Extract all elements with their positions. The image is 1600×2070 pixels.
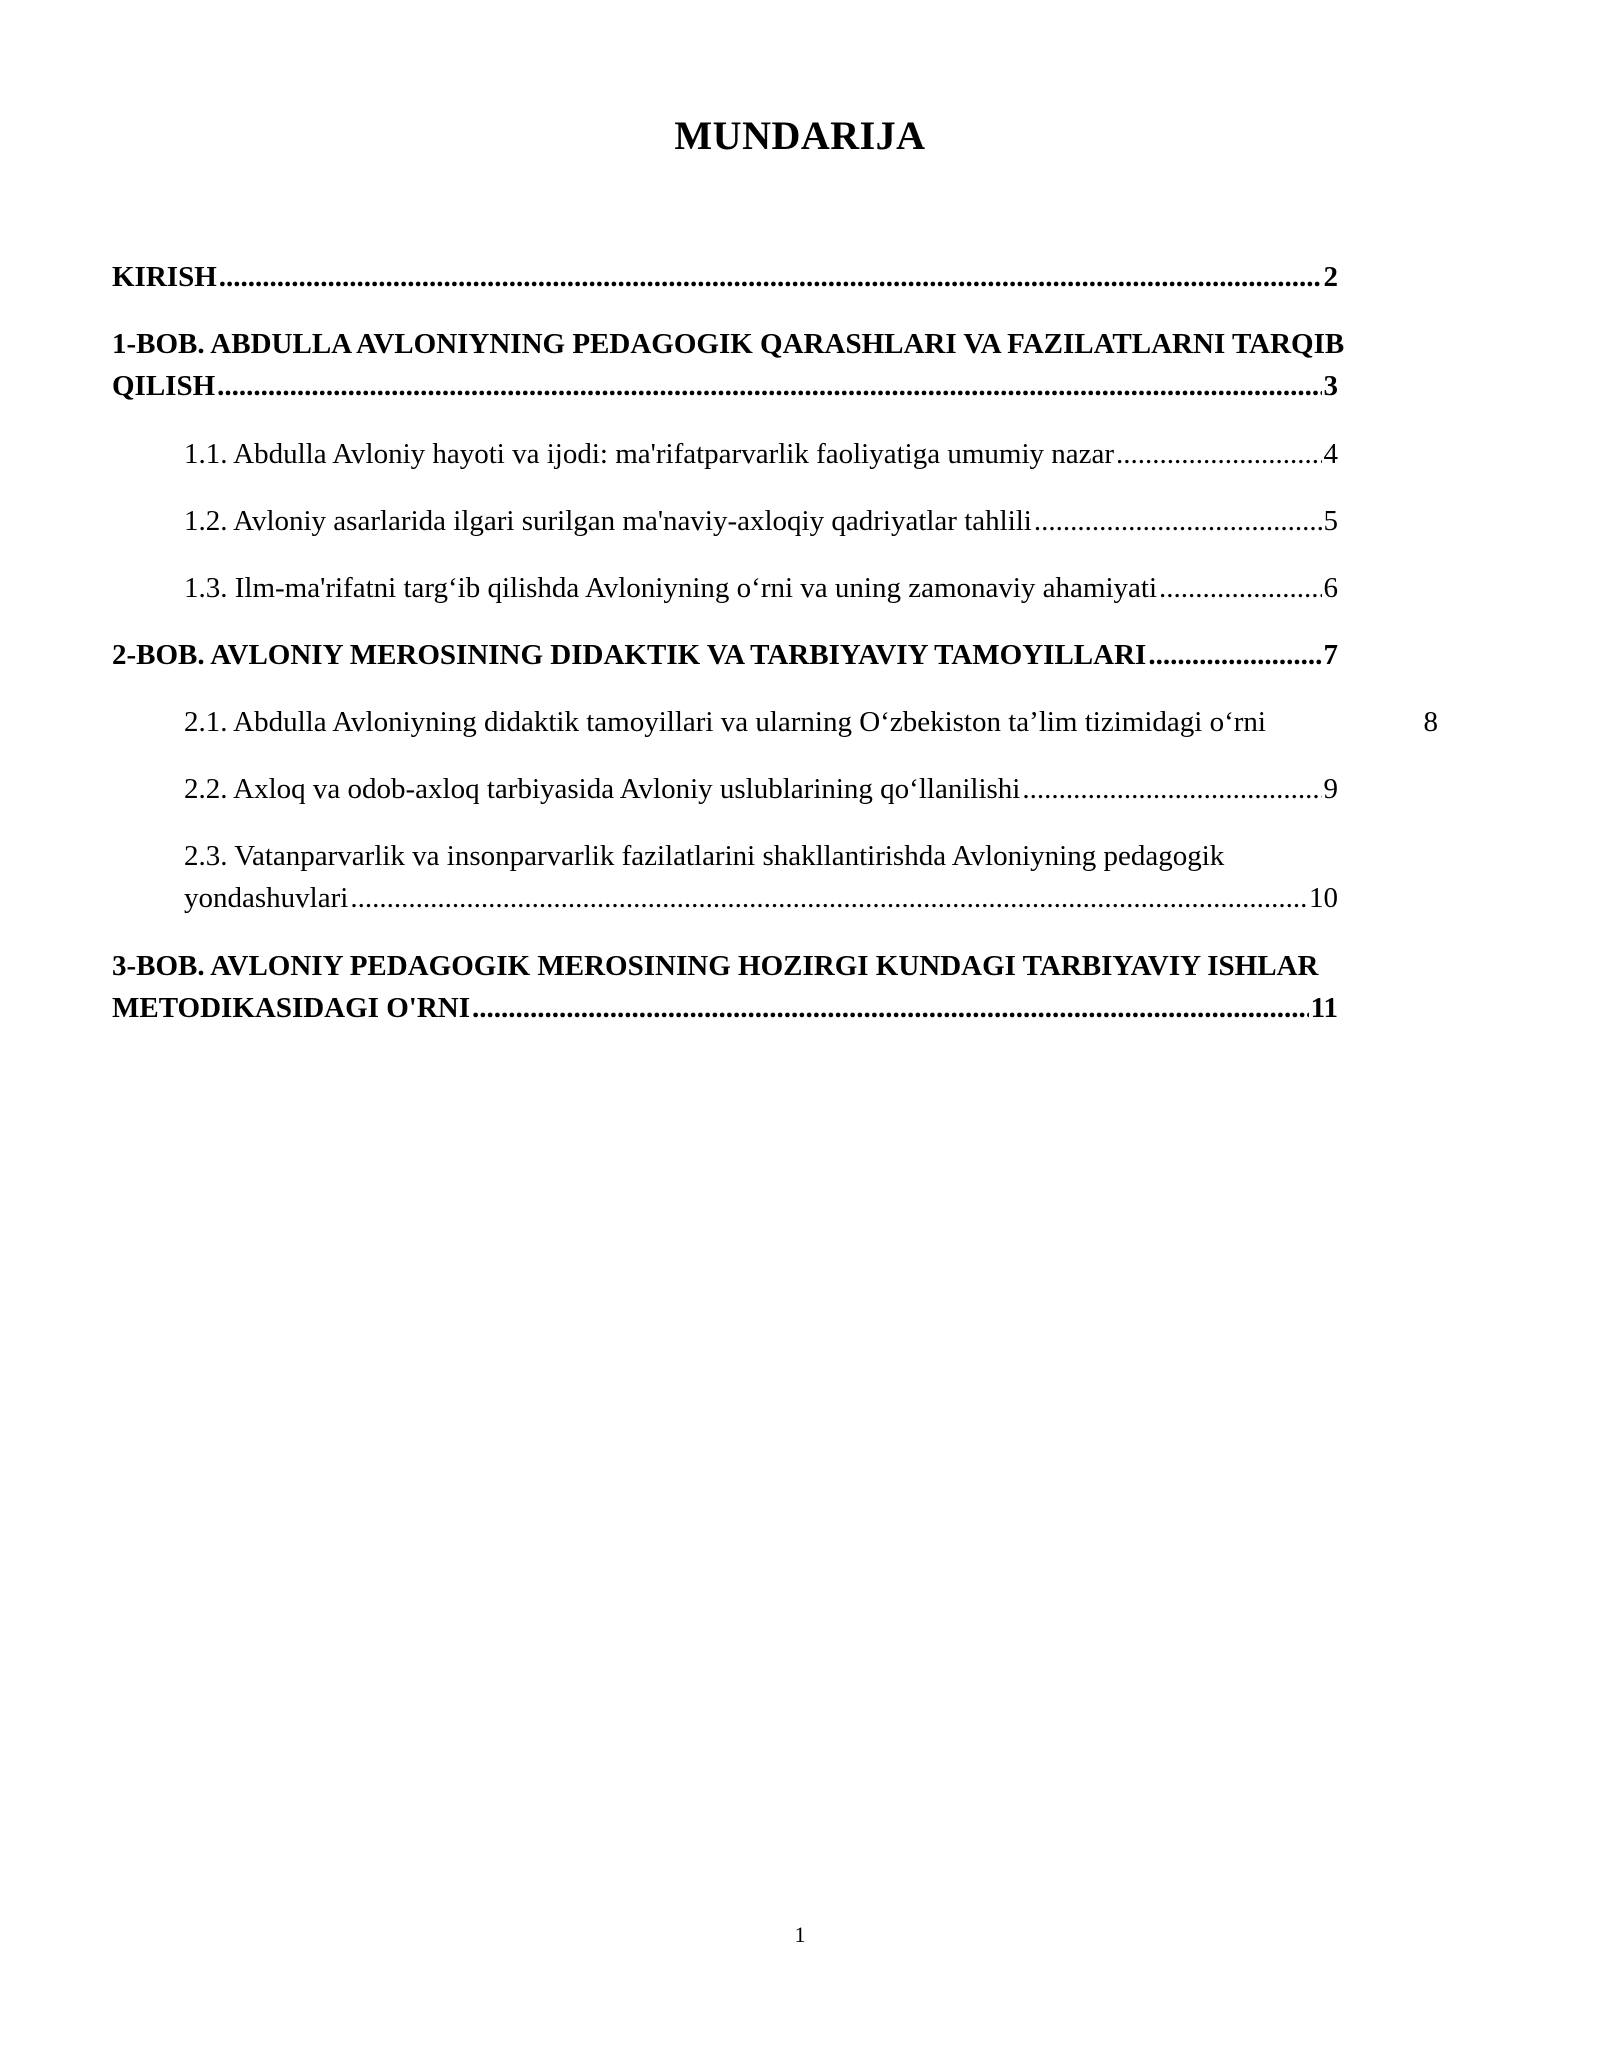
toc-page-number: 4 bbox=[1323, 438, 1338, 470]
toc-entry-1-2[interactable] bbox=[184, 500, 1338, 542]
dot-leader bbox=[217, 365, 1321, 407]
toc-entry-title: 2.2. Axloq va odob-axloq tarbiyasida Avloniy uslublarining qo‘llanilishi bbox=[184, 773, 1021, 805]
toc-page-number: 6 bbox=[1323, 572, 1338, 604]
dot-leader bbox=[472, 987, 1309, 1029]
dot-leader bbox=[1148, 634, 1321, 676]
toc-entry-1-3[interactable] bbox=[184, 567, 1338, 609]
dot-leader bbox=[219, 256, 1322, 298]
toc-entry-1-1[interactable] bbox=[184, 433, 1338, 475]
dot-leader bbox=[1034, 500, 1322, 542]
toc-entry-chapter-1[interactable] bbox=[112, 323, 1472, 407]
toc-entry-title-cont: yondashuvlari bbox=[184, 882, 349, 914]
toc-entry-title: 1.1. Abdulla Avloniy hayoti va ijodi: ma'rifatparvarlik faoliyatiga umumiy nazar bbox=[184, 438, 1115, 470]
dot-leader bbox=[1022, 768, 1321, 810]
toc-page-number: 11 bbox=[1310, 992, 1338, 1024]
page-number-footer: 1 bbox=[794, 1922, 806, 1947]
toc-entry-2-2[interactable] bbox=[184, 768, 1338, 810]
toc-entry-chapter-3[interactable] bbox=[112, 945, 1472, 1029]
dot-leader bbox=[1116, 433, 1321, 475]
toc-entry-title-cont: QILISH bbox=[112, 370, 216, 402]
toc-entry-title-cont: METODIKASIDAGI O'RNI bbox=[112, 992, 470, 1024]
toc-page-number: 10 bbox=[1309, 882, 1338, 914]
toc-entry-title: 2.3. Vatanparvarlik va insonparvarlik fazilatlarini shakllantirishda Avloniyning pedagogik bbox=[184, 840, 1225, 872]
toc-page-number: 5 bbox=[1323, 505, 1338, 537]
toc-entry-title: 1.3. Ilm-ma'rifatni targ‘ib qilishda Avloniyning o‘rni va uning zamonaviy ahamiyati bbox=[184, 572, 1158, 604]
toc-page-number: 2 bbox=[1323, 261, 1338, 293]
toc-page-number: 7 bbox=[1323, 639, 1338, 671]
toc-page-number: 3 bbox=[1323, 370, 1338, 402]
dot-leader bbox=[350, 877, 1307, 919]
toc-entry-title: 1-BOB. ABDULLA AVLONIYNING PEDAGOGIK QARASHLARI VA FAZILATLARNI TARQIB bbox=[112, 328, 1345, 360]
toc-entry-chapter-2[interactable] bbox=[112, 634, 1338, 676]
toc-entry-title: 3-BOB. AVLONIY PEDAGOGIK MEROSINING HOZIRGI KUNDAGI TARBIYAVIY ISHLAR bbox=[112, 950, 1319, 982]
toc-entry-title: 1.2. Avloniy asarlarida ilgari surilgan ma'naviy-axloqiy qadriyatlar tahlili bbox=[184, 505, 1032, 537]
toc-entry-title: 2.1. Abdulla Avloniyning didaktik tamoyillari va ularning O‘zbekiston ta’lim tizimidagi o‘rni bbox=[184, 706, 1266, 738]
toc-entry-title: 2-BOB. AVLONIY MEROSINING DIDAKTIK VA TARBIYAVIY TAMOYILLARI bbox=[112, 639, 1147, 671]
dot-leader bbox=[1159, 567, 1321, 609]
toc-entry-2-1[interactable] bbox=[184, 701, 1438, 743]
toc-page-number: 9 bbox=[1323, 773, 1338, 805]
page-title: MUNDARIJA bbox=[674, 113, 926, 158]
toc-page-number: 8 bbox=[1423, 706, 1438, 738]
toc-entry-2-3[interactable] bbox=[184, 835, 1338, 919]
toc-entry-title: KIRISH bbox=[112, 261, 217, 293]
toc-entry-kirish[interactable] bbox=[112, 256, 1338, 298]
